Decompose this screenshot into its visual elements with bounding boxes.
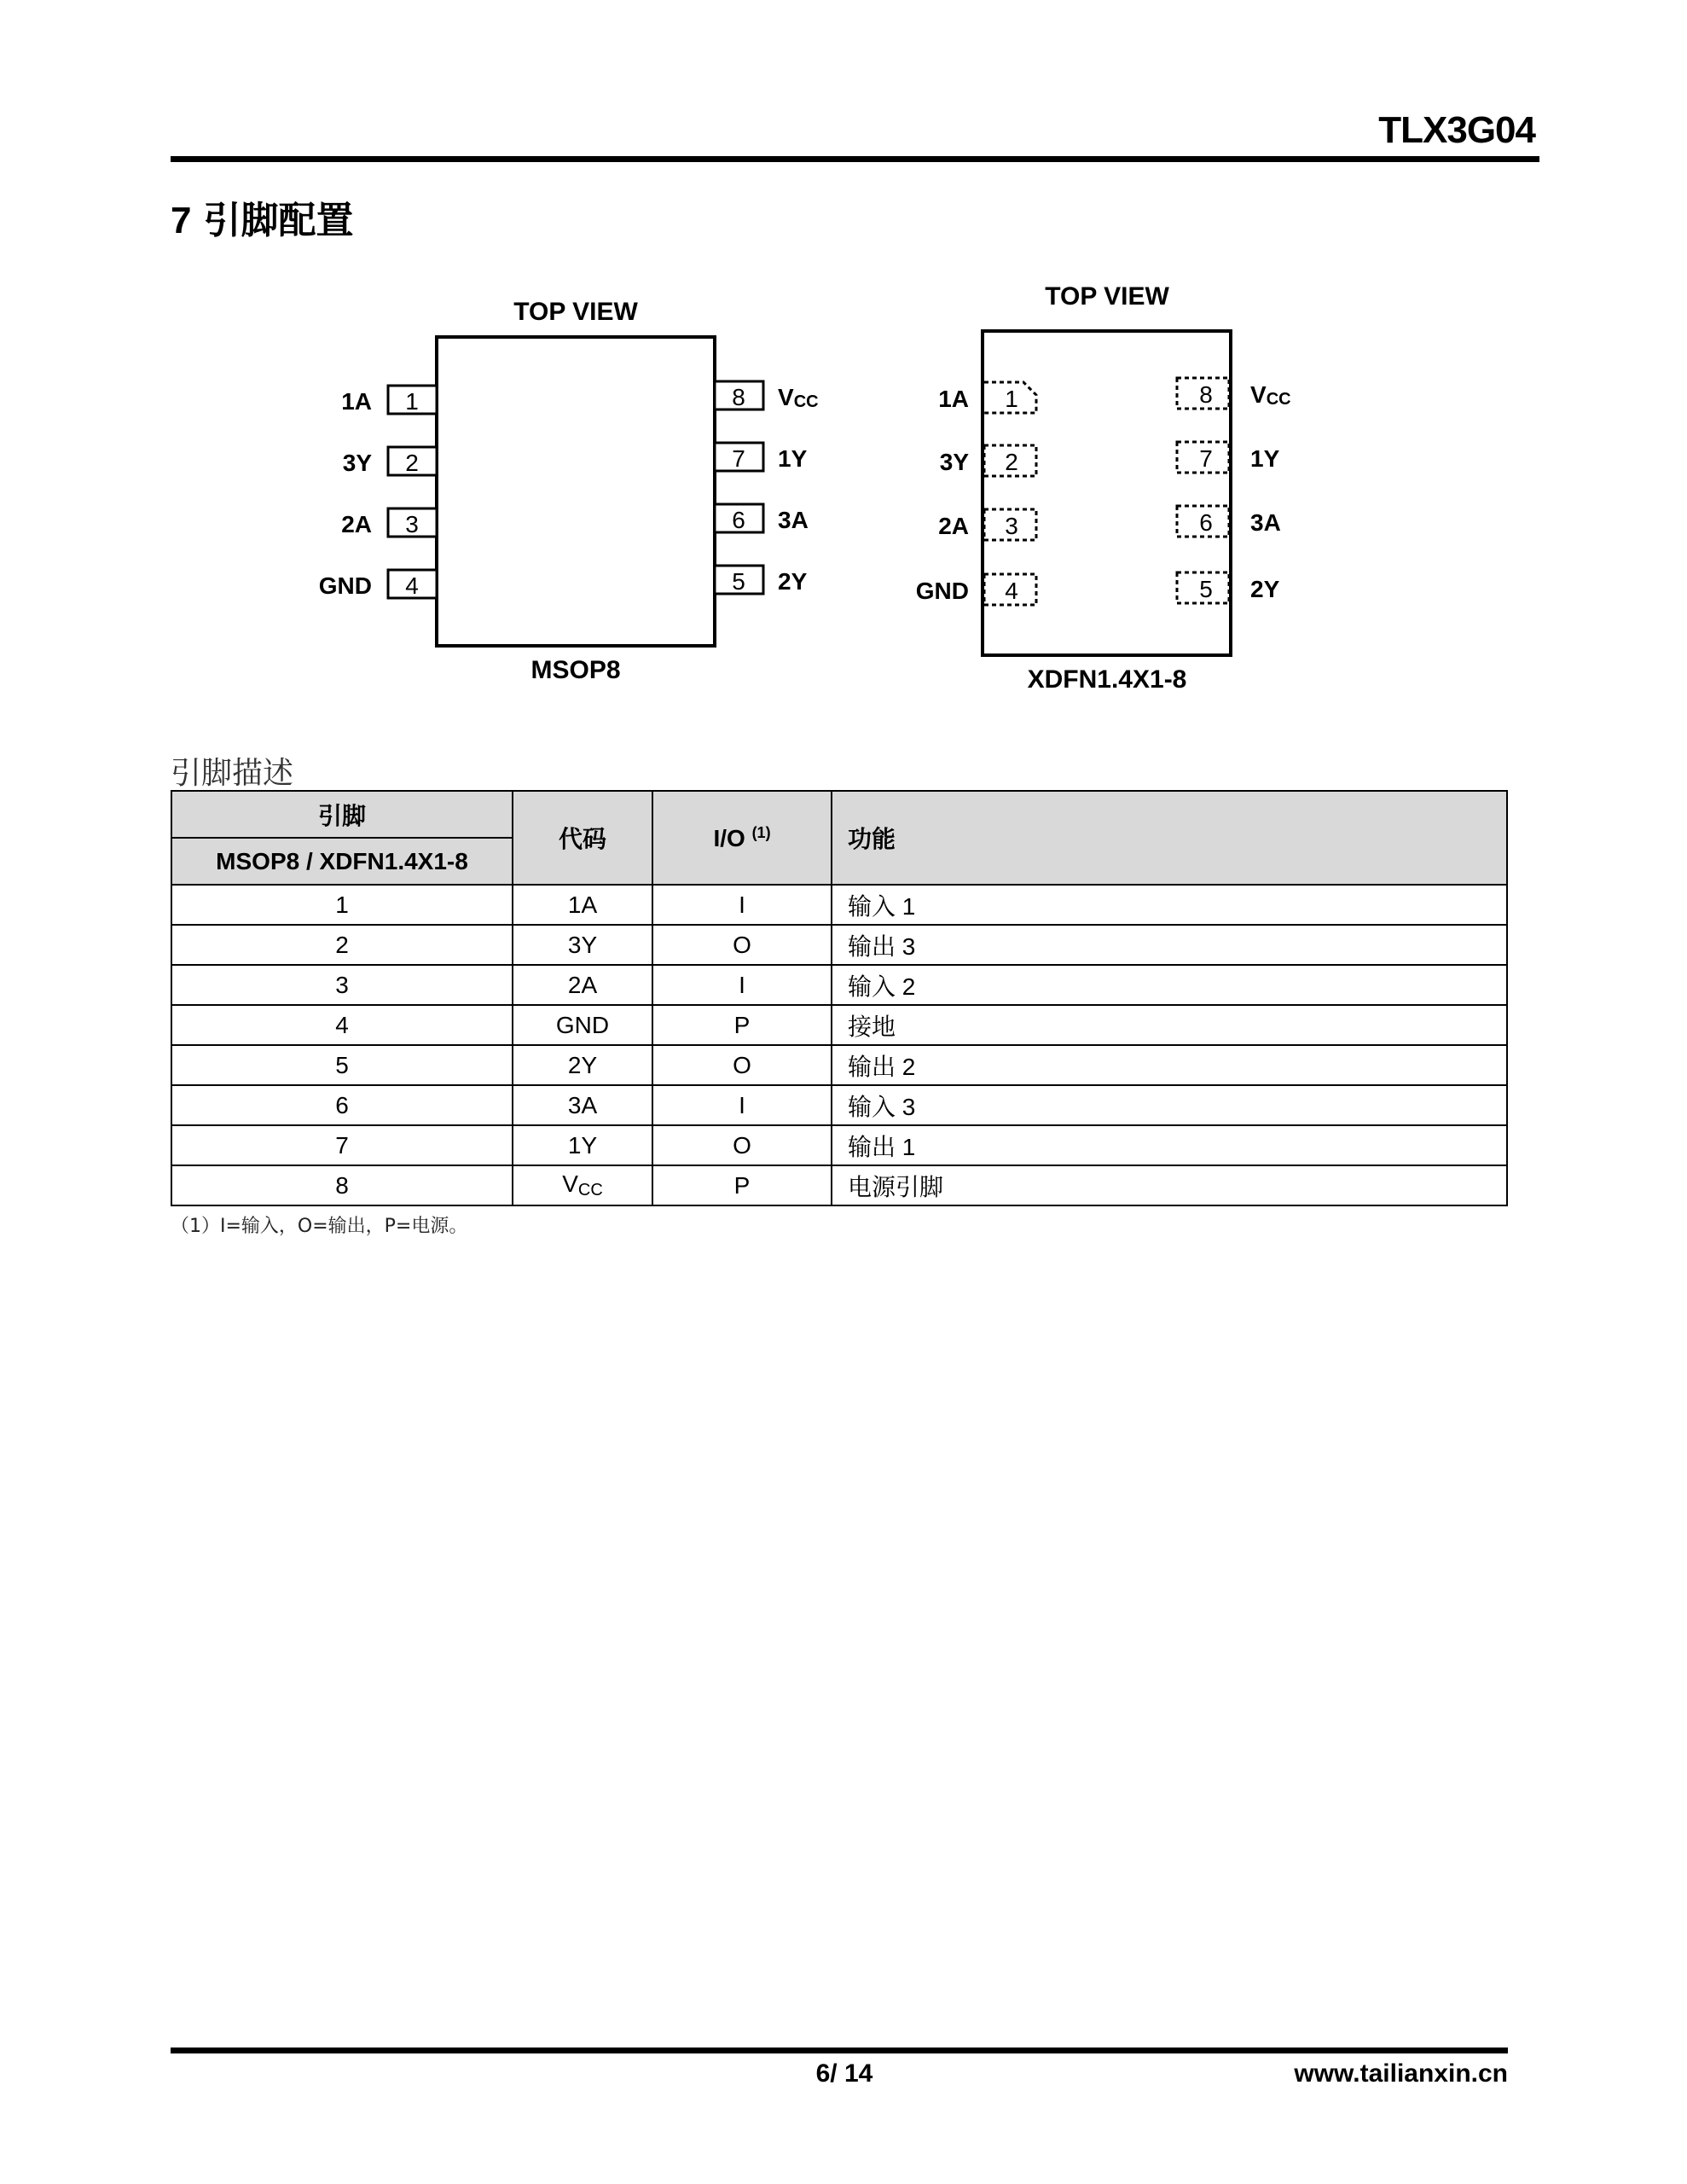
xdfn-pin-2 [940,445,1036,476]
header-code: 代码 [513,791,652,885]
cell-code: 3A [513,1085,652,1125]
xdfn-pin-6 [1177,506,1281,537]
cell-code: 3Y [513,925,652,965]
msop8-pin-4 [319,570,437,599]
msop8-pin-7-number: 7 [732,445,745,472]
cell-pin: 8 [171,1165,513,1205]
msop8-pin-2 [343,447,437,476]
cell-io: O [652,1125,832,1165]
header-rule [171,156,1539,162]
table-row [171,885,1507,925]
pin-diagrams [0,282,1687,708]
table-footnote: （1）I=输入，O=输出，P=电源。 [171,1216,468,1237]
xdfn-pin-3-number: 3 [1005,513,1018,539]
table-row [171,1005,1507,1045]
cell-io: I [652,885,832,925]
msop8-pin-2-number: 2 [405,450,419,476]
xdfn-view-label: TOP VIEW [1045,282,1169,311]
xdfn-pin-7-name: 1Y [1250,445,1280,472]
table-row [171,925,1507,965]
xdfn-pin-2-number: 2 [1005,449,1018,475]
cell-pin: 4 [171,1005,513,1045]
cell-function: 输入 1 [832,885,1507,925]
xdfn-pin-6-number: 6 [1199,509,1213,536]
msop8-pin-1-number: 1 [405,388,419,415]
xdfn-pin-8 [1177,378,1291,409]
xdfn-pin-8-number: 8 [1199,381,1213,408]
msop8-pin-3-name: 2A [341,511,372,537]
cell-io: I [652,965,832,1005]
xdfn-pin-8-name: VCC [1250,381,1291,409]
pin-description-table [171,790,1508,1206]
msop8-package-body [437,337,715,646]
cell-pin: 3 [171,965,513,1005]
xdfn-pin-4 [916,574,1036,605]
header-pin-group: 引脚 [171,791,513,838]
msop8-pin-4-name: GND [318,572,372,599]
table-row [171,965,1507,1005]
table-row [171,1125,1507,1165]
msop8-view-label: TOP VIEW [513,298,638,326]
section-number: 7 [171,200,192,241]
xdfn-pin-6-name: 3A [1250,509,1281,536]
msop8-pin-1-name: 1A [341,388,372,415]
xdfn-pin-4-name: GND [915,578,969,604]
table-row [171,1165,1507,1205]
cell-code: 1A [513,885,652,925]
cell-function: 电源引脚 [832,1165,1507,1205]
xdfn-pin-7-number: 7 [1199,445,1213,472]
cell-io: P [652,1165,832,1205]
xdfn-pin-5 [1177,572,1280,603]
msop8-pin-8-number: 8 [732,384,745,410]
xdfn-pin-1-number: 1 [1005,386,1018,412]
io-footnote-ref: (1) [751,823,771,841]
table-caption: 引脚描述 [171,756,294,791]
cell-io: P [652,1005,832,1045]
msop8-pin-5-number: 5 [732,568,745,595]
msop8-pin-2-name: 3Y [342,450,372,476]
cell-io: O [652,925,832,965]
msop8-pin-7 [715,443,808,472]
msop8-pin-1 [341,386,437,415]
document-title: TLX3G04 [1378,109,1535,151]
table-row [171,1085,1507,1125]
msop8-pin-7-name: 1Y [778,445,808,472]
msop8-pin-3 [341,508,437,537]
msop8-pin-3-number: 3 [405,511,419,537]
cell-pin: 1 [171,885,513,925]
msop8-package-label: MSOP8 [530,656,621,684]
cell-io: I [652,1085,832,1125]
xdfn-pin-3 [938,509,1036,540]
cell-io: O [652,1045,832,1085]
table-row [171,1045,1507,1085]
cell-pin: 6 [171,1085,513,1125]
cell-function: 输出 3 [832,925,1507,965]
xdfn-package-body [983,331,1231,655]
cell-code: 1Y [513,1125,652,1165]
cell-pin: 2 [171,925,513,965]
cell-function: 输出 2 [832,1045,1507,1085]
xdfn-pin-3-name: 2A [938,513,969,539]
footer-rule [171,2048,1508,2053]
xdfn-package-label: XDFN1.4X1-8 [1027,665,1187,694]
cell-pin: 7 [171,1125,513,1165]
xdfn-pin-2-name: 3Y [939,449,969,475]
xdfn-pin-1 [938,382,1036,413]
cell-code: GND [513,1005,652,1045]
section-title: 引脚配置 [203,200,354,241]
msop8-pin-4-number: 4 [405,572,419,599]
xdfn-pin-4-number: 4 [1005,578,1018,604]
msop8-pin-6-number: 6 [732,507,745,533]
cell-function: 输出 1 [832,1125,1507,1165]
cell-code: $V_{CC}$ [513,1165,652,1205]
msop8-pin-5 [715,566,808,595]
section-heading [171,189,353,244]
xdfn-pin-7 [1177,442,1280,473]
msop8-pin-6-name: 3A [778,507,809,533]
cell-function: 接地 [832,1005,1507,1045]
cell-pin: 5 [171,1045,513,1085]
website-url: www.tailianxin.cn [1294,2059,1508,2088]
msop8-pin-8 [715,381,819,411]
msop8-pin-6 [715,504,809,533]
header-pin-packages: MSOP8 / XDFN1.4X1-8 [171,838,513,885]
header-io: I/O $^{(1)}$ [652,791,832,885]
cell-code: 2A [513,965,652,1005]
xdfn-pin-5-number: 5 [1199,576,1213,602]
page-number: 6/ 14 [815,2059,873,2088]
msop8-pin-8-name: VCC [778,384,819,411]
header-function: 功能 [832,791,1507,885]
cell-function: 输入 3 [832,1085,1507,1125]
xdfn-pin-1-name: 1A [938,386,969,412]
cell-function: 输入 2 [832,965,1507,1005]
xdfn-pin-5-name: 2Y [1250,576,1280,602]
msop8-pin-5-name: 2Y [778,568,808,595]
cell-code: 2Y [513,1045,652,1085]
